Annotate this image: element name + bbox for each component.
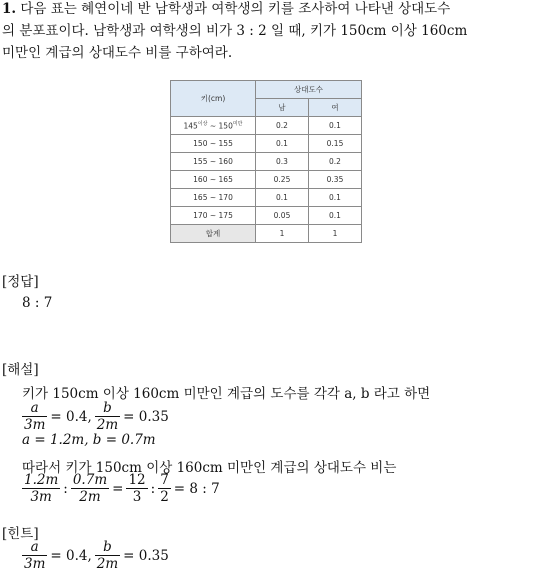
question-number: 1.: [2, 1, 17, 17]
relative-frequency-table: [170, 80, 362, 243]
total-label: 합계: [171, 225, 256, 243]
female-cell: 0.1: [309, 117, 362, 135]
total-female: 1: [309, 225, 362, 243]
table-row: [171, 153, 362, 171]
hint-equation: $\frac{a}{3m}$ = 0.4, $\frac{b}{2m}$ = 0.35: [24, 539, 169, 572]
female-cell: 0.1: [309, 189, 362, 207]
fraction: $\frac{b}{2m}$: [96, 539, 119, 572]
range-cell: 155 ~ 160: [171, 153, 256, 171]
female-cell: 0.35: [309, 171, 362, 189]
solution-line-2: a = 1.2m, b = 0.7m: [22, 432, 156, 448]
female-cell: 0.1: [309, 207, 362, 225]
male-cell: 0.25: [256, 171, 309, 189]
range-cell: 150 ~ 155: [171, 135, 256, 153]
solution-line-3: 따라서 키가 150cm 이상 160cm 미만인 계급의 상대도수 비는: [22, 460, 397, 476]
fraction: $\frac{0.7m}{2m}$: [72, 472, 108, 505]
fraction: $\frac{1.2m}{3m}$: [24, 472, 59, 505]
range-cell: 160 ~ 165: [171, 171, 256, 189]
solution-label: [해설]: [2, 362, 39, 378]
table-row: [171, 189, 362, 207]
male-cell: 0.2: [256, 117, 309, 135]
male-cell: 0.1: [256, 189, 309, 207]
total-male: 1: [256, 225, 309, 243]
table-row: [171, 207, 362, 225]
range-cell: 165 ~ 170: [171, 189, 256, 207]
solution-equation-1: $\frac{a}{3m}$ = 0.4, $\frac{b}{2m}$ = 0.35: [24, 400, 169, 433]
female-header: 여: [309, 99, 362, 117]
solution-line-1: 키가 150cm 이상 160cm 미만인 계급의 도수를 각각 a, b 라고 하면: [22, 386, 431, 402]
question-line-1: [2, 0, 450, 20]
range-cell: $145^{이상}$ ~ $150^{미만}$: [171, 117, 256, 135]
fraction: $\frac{12}{3}$: [128, 472, 146, 505]
female-cell: 0.15: [309, 135, 362, 153]
fraction: $\frac{b}{2m}$: [96, 400, 119, 433]
fraction: $\frac{a}{3m}$: [24, 539, 46, 572]
solution-equation-2: $\frac{1.2m}{3m}$ : $\frac{0.7m}{2m}$ = $\frac{12}{3}$ : $\frac{7}{2}$ = 8 : 7: [24, 472, 220, 505]
height-column-header: 키(cm): [171, 81, 256, 117]
male-cell: 0.3: [256, 153, 309, 171]
question-line-3: 미만인 계급의 상대도수 비를 구하여라.: [2, 45, 233, 61]
hint-label: [힌트]: [2, 526, 39, 542]
table-row: [171, 135, 362, 153]
answer-label: [정답]: [2, 274, 39, 290]
question-line-2: 의 분포표이다. 남학생과 여학생의 비가 3 : 2 일 때, 키가 150cm 이상 160cm: [2, 23, 468, 39]
fraction: $\frac{a}{3m}$: [24, 400, 46, 433]
question-text-1: 다음 표는 혜연이네 반 남학생과 여학생의 키를 조사하여 나타낸 상대도수: [20, 1, 451, 17]
male-cell: 0.1: [256, 135, 309, 153]
male-cell: 0.05: [256, 207, 309, 225]
female-cell: 0.2: [309, 153, 362, 171]
range-cell: 170 ~ 175: [171, 207, 256, 225]
table-row: [171, 171, 362, 189]
answer-value: 8 : 7: [22, 295, 53, 311]
table-row: [171, 117, 362, 135]
relative-frequency-header: 상대도수: [256, 81, 362, 99]
total-row: [171, 225, 362, 243]
fraction: $\frac{7}{2}$: [160, 472, 169, 505]
male-header: 남: [256, 99, 309, 117]
